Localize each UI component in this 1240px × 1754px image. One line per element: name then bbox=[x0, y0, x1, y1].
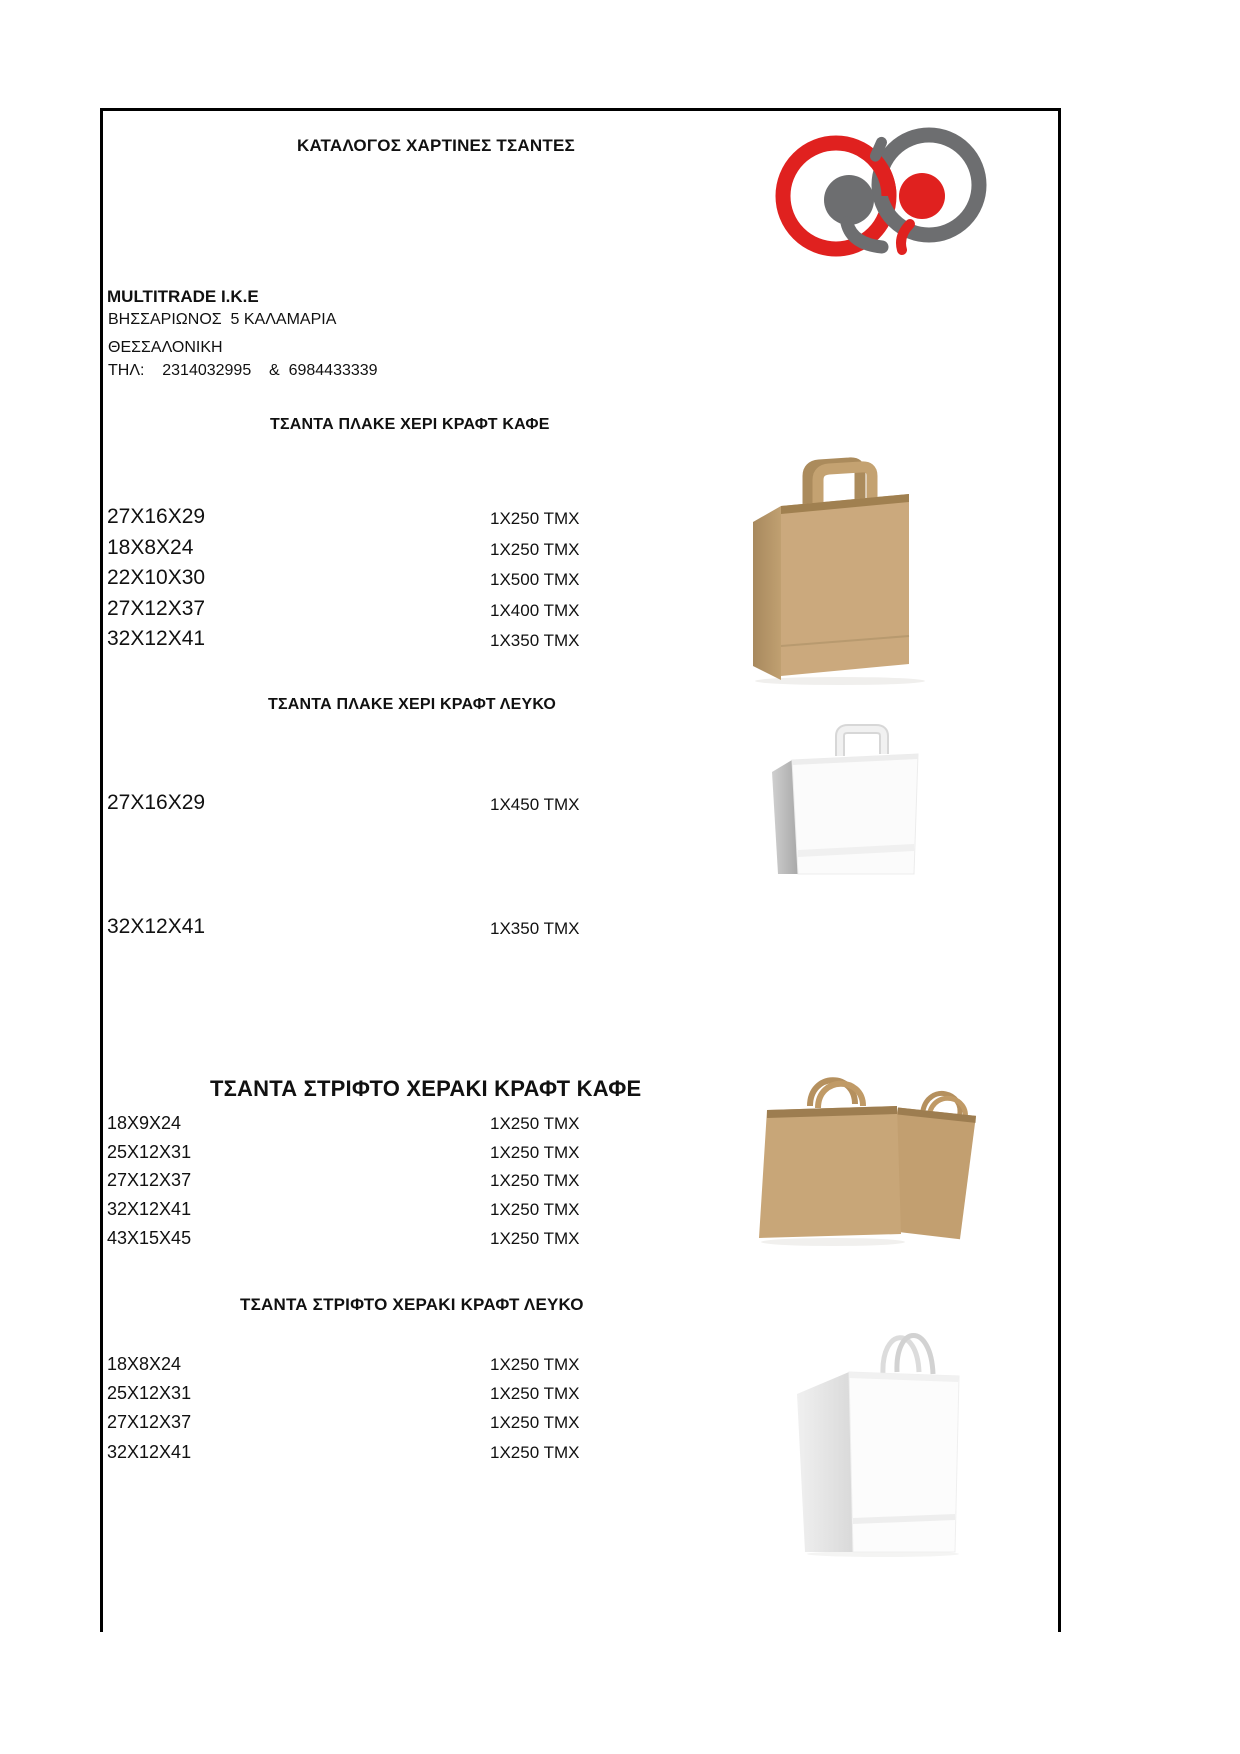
company-logo-icon bbox=[752, 128, 1017, 258]
size-cell: 18X8X24 bbox=[107, 536, 194, 559]
qty-cell: 1X250 TMX bbox=[490, 1384, 580, 1403]
qty-cell: 1X500 TMX bbox=[490, 570, 580, 589]
product-image-white-twisted-handle-bag bbox=[795, 1312, 965, 1560]
qty-cell: 1X250 TMX bbox=[490, 1200, 580, 1219]
size-cell: 27X16X29 bbox=[107, 505, 206, 528]
qty-cell: 1X250 TMX bbox=[490, 1443, 580, 1462]
section-heading: ΤΣΑΝΤΑ ΣΤΡΙΦΤΟ ΧΕΡΑΚΙ ΚΡΑΦΤ ΚΑΦΕ bbox=[210, 1076, 642, 1101]
size-cell: 32X12X41 bbox=[107, 915, 206, 938]
size-cell: 27X16X29 bbox=[107, 791, 206, 814]
size-cell: 25X12X31 bbox=[107, 1383, 192, 1403]
product-image-brown-flat-handle-bag bbox=[745, 450, 915, 687]
size-cell: 32X12X41 bbox=[107, 627, 206, 650]
qty-cell: 1X250 TMX bbox=[490, 1143, 580, 1162]
size-cell: 32X12X41 bbox=[107, 1442, 192, 1462]
size-cell: 32X12X41 bbox=[107, 1199, 192, 1219]
company-city: ΘΕΣΣΑΛΟΝΙΚΗ bbox=[108, 339, 223, 356]
qty-cell: 1X250 TMX bbox=[490, 540, 580, 559]
qty-cell: 1X250 TMX bbox=[490, 1114, 580, 1133]
qty-cell: 1X450 TMX bbox=[490, 795, 580, 814]
company-phone: ΤΗΛ: 2314032995 & 6984433339 bbox=[108, 362, 378, 379]
qty-cell: 1X350 TMX bbox=[490, 919, 580, 938]
section-heading: ΤΣΑΝΤΑ ΠΛΑΚΕ ΧΕΡΙ ΚΡΑΦΤ ΚΑΦΕ bbox=[270, 416, 550, 433]
product-image-brown-twisted-handle-bags bbox=[755, 1066, 995, 1273]
size-cell: 18X8X24 bbox=[107, 1354, 182, 1374]
qty-cell: 1X250 TMX bbox=[490, 1355, 580, 1374]
qty-cell: 1X350 TMX bbox=[490, 631, 580, 650]
size-cell: 25X12X31 bbox=[107, 1142, 192, 1162]
border-top bbox=[100, 108, 1061, 111]
size-cell: 27X12X37 bbox=[107, 1170, 192, 1190]
border-right bbox=[1058, 108, 1061, 1632]
qty-cell: 1X250 TMX bbox=[490, 1171, 580, 1190]
size-cell: 27X12X37 bbox=[107, 1412, 192, 1432]
page-title: ΚΑΤΑΛΟΓΟΣ ΧΑΡΤΙΝΕΣ ΤΣΑΝΤΕΣ bbox=[297, 136, 575, 155]
qty-cell: 1X250 TMX bbox=[490, 1229, 580, 1248]
size-cell: 18X9X24 bbox=[107, 1113, 182, 1133]
qty-cell: 1X250 TMX bbox=[490, 509, 580, 528]
size-cell: 22X10X30 bbox=[107, 566, 206, 589]
product-image-white-flat-handle-bag bbox=[762, 722, 922, 877]
section-heading: ΤΣΑΝΤΑ ΣΤΡΙΦΤΟ ΧΕΡΑΚΙ ΚΡΑΦΤ ΛΕΥΚΟ bbox=[240, 1295, 584, 1314]
size-cell: 27X12X37 bbox=[107, 597, 206, 620]
company-name: MULTITRADE I.K.E bbox=[107, 287, 259, 306]
qty-cell: 1X400 TMX bbox=[490, 601, 580, 620]
border-left bbox=[100, 108, 103, 1632]
qty-cell: 1X250 TMX bbox=[490, 1413, 580, 1432]
company-address: ΒΗΣΣΑΡΙΩΝΟΣ 5 ΚΑΛΑΜΑΡΙΑ bbox=[108, 311, 337, 328]
section-heading: ΤΣΑΝΤΑ ΠΛΑΚΕ ΧΕΡΙ ΚΡΑΦΤ ΛΕΥΚΟ bbox=[268, 696, 557, 713]
size-cell: 43X15X45 bbox=[107, 1228, 192, 1248]
